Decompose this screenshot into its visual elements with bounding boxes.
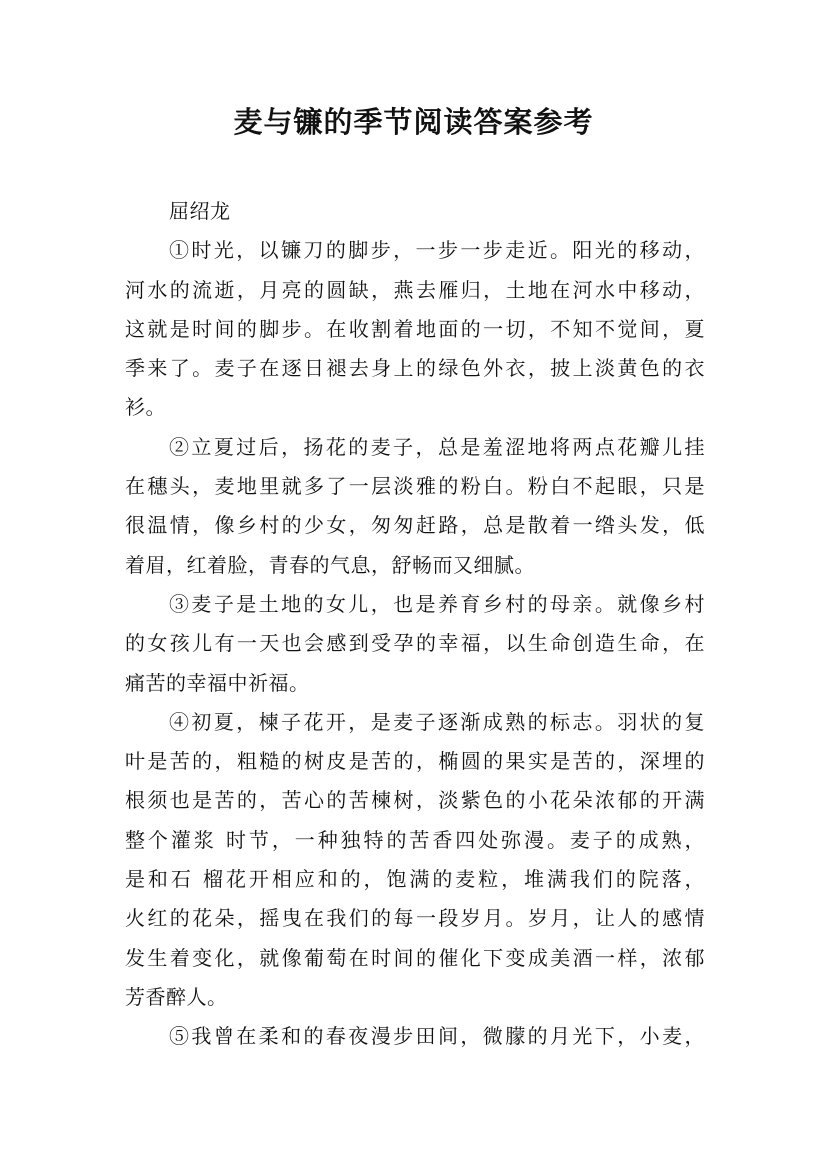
text-line: 河水的流逝，月亮的圆缺，燕去雁归，土地在河水中移动，	[125, 277, 705, 302]
text-line: 这就是时间的脚步。在收割着地面的一切，不知不觉间，夏	[125, 316, 705, 341]
text-line: ④初夏，楝子花开，是麦子逐渐成熟的标志。羽状的复	[169, 709, 705, 734]
text-line: ③麦子是土地的女儿，也是养育乡村的母亲。就像乡村	[169, 591, 705, 616]
text-line: 着眉，红着脸，青春的气息，舒畅而又细腻。	[125, 552, 535, 577]
text-line: 整个灌浆 时节，一种独特的苦香四处弥漫。麦子的成熟，	[125, 827, 705, 852]
text-line: 芳香醉人。	[125, 984, 228, 1009]
text-line: 很温情，像乡村的少女，匆匆赶路，总是散着一绺头发，低	[125, 513, 705, 538]
document-title: 麦与镰的季节阅读答案参考	[233, 105, 594, 139]
text-line: ⑤我曾在柔和的春夜漫步田间，微朦的月光下，小麦，	[169, 1024, 705, 1049]
text-line: 衫。	[125, 395, 166, 420]
text-line: 发生着变化，就像葡萄在时间的催化下变成美酒一样，浓郁	[125, 945, 705, 970]
paragraph-lines	[125, 231, 705, 1056]
text-line: 根须也是苦的，苦心的苦楝树，淡紫色的小花朵浓郁的开满	[125, 788, 705, 813]
author-line: 屈绍龙	[169, 199, 231, 223]
text-line: 叶是苦的，粗糙的树皮是苦的，椭圆的果实是苦的，深埋的	[125, 749, 705, 774]
text-line: 痛苦的幸福中祈福。	[125, 670, 310, 695]
text-line: 是和石 榴花开相应和的，饱满的麦粒，堆满我们的院落，	[125, 867, 705, 892]
text-line: 在穗头，麦地里就多了一层淡雅的粉白。粉白不起眼，只是	[125, 474, 705, 499]
text-line: 季来了。麦子在逐日褪去身上的绿色外衣，披上淡黄色的衣	[125, 356, 705, 381]
text-line: 的女孩儿有一天也会感到受孕的幸福，以生命创造生命，在	[125, 631, 705, 656]
text-line: 火红的花朵，摇曳在我们的每一段岁月。岁月，让人的感情	[125, 906, 705, 931]
text-line: ②立夏过后，扬花的麦子，总是羞涩地将两点花瓣儿挂	[169, 434, 705, 459]
document-body	[125, 192, 705, 1057]
text-line: ①时光，以镰刀的脚步，一步一步走近。阳光的移动，	[169, 238, 705, 263]
